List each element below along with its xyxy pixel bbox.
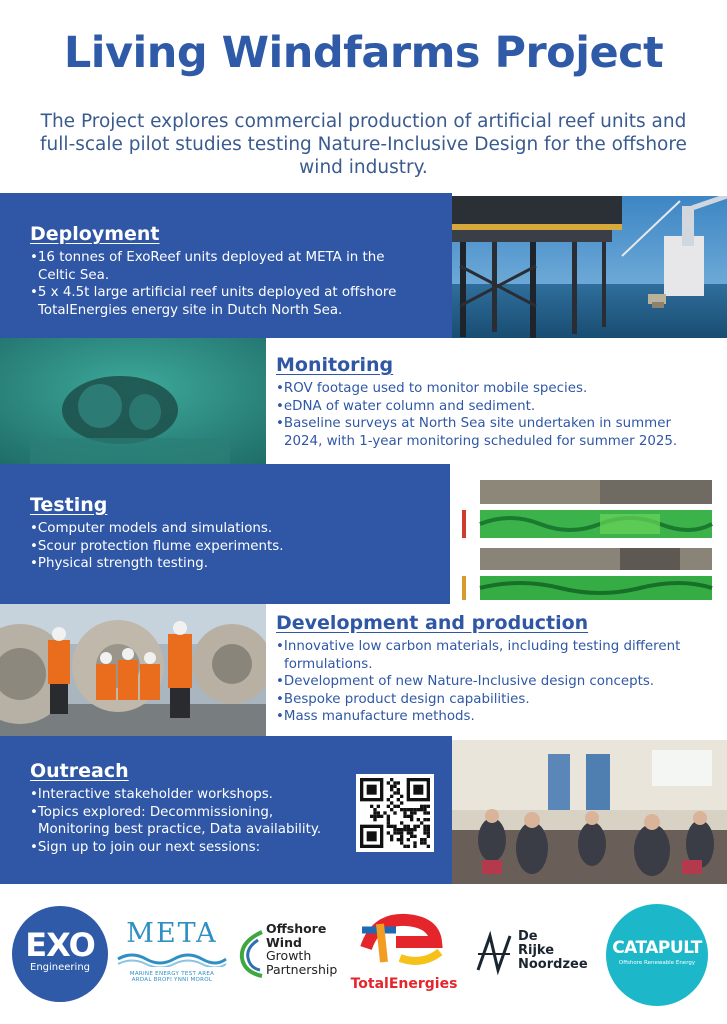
catapult-logo-sub: Offshore Renewable Energy: [618, 960, 696, 966]
list-item: •5 x 4.5t large artificial reef units deployed at offshore: [30, 285, 397, 300]
owgp-line4: Partnership: [266, 961, 338, 977]
list-item: •Topics explored: Decommissioning,: [30, 804, 274, 820]
list-item: Monitoring best practice, Data availability.: [38, 822, 322, 837]
list-item: •ROV footage used to monitor mobile species.: [276, 381, 588, 396]
derijke-line2: Rijke: [518, 943, 555, 958]
list-item: •Development of new Nature-Inclusive design concepts.: [276, 674, 655, 689]
qr-code-icon: [360, 778, 430, 848]
underwater-reef-photo: [0, 338, 266, 464]
testing-band: [0, 464, 450, 604]
list-item: •Innovative low carbon materials, including testing different: [276, 639, 681, 654]
derijke-line1: De: [518, 929, 538, 944]
list-item: Celtic Sea.: [38, 267, 110, 283]
owgp-line2: Wind: [266, 934, 302, 950]
list-item: •16 tonnes of ExoReef units deployed at META in the: [30, 250, 385, 265]
totalenergies-text: TotalEnergies: [350, 976, 458, 992]
derijke-wave-icon: [474, 930, 514, 976]
partner-logos: [0, 898, 727, 1024]
meta-logo-sub2: ARDAL BROFI YNNI MOROL: [131, 977, 213, 983]
deployment-heading: Deployment: [30, 223, 160, 245]
catapult-logo: [606, 904, 708, 1006]
derijkenoordzee-logo: [474, 928, 594, 984]
list-item: •Baseline surveys at North Sea site undertaken in summer: [276, 416, 671, 431]
meta-logo: [116, 918, 228, 998]
list-item: •Mass manufacture methods.: [276, 709, 475, 724]
offshore-platform-photo: [452, 196, 727, 343]
testing-heading: Testing: [30, 494, 108, 516]
list-item: •Scour protection flume experiments.: [30, 538, 284, 554]
list-item: •Interactive stakeholder workshops.: [30, 787, 273, 802]
exo-engineering-logo: [12, 906, 108, 1002]
list-item: •Computer models and simulations.: [30, 521, 273, 536]
list-item: •eDNA of water column and sediment.: [276, 398, 536, 414]
meta-logo-text: META: [126, 918, 218, 949]
totalenergies-mark-icon: [356, 908, 452, 970]
derijke-line3: Noordzee: [518, 957, 588, 972]
page-subtitle: The Project explores commercial production of artificial reef units and full-scale pilot studies testing Nature-Inclusive Design for the offshore wind industry.: [40, 111, 687, 178]
monitoring-panel: [266, 338, 727, 464]
list-item: 2024, with 1-year monitoring scheduled for summer 2025.: [284, 433, 678, 449]
outreach-heading: Outreach: [30, 760, 129, 782]
exo-logo-sub: Engineering: [30, 962, 90, 973]
list-item: formulations.: [284, 656, 373, 672]
totalenergies-logo: [348, 908, 460, 998]
owgp-logo: [236, 922, 348, 992]
owgp-swoosh-icon: [236, 928, 266, 980]
simulation-strips-image: [450, 472, 727, 604]
owgp-line3: Growth: [266, 948, 312, 963]
list-item: TotalEnergies energy site in Dutch North Sea.: [38, 302, 343, 318]
signup-qr-code[interactable]: [356, 774, 434, 852]
exo-logo-text: EXO: [25, 926, 95, 964]
wave-icon: [116, 949, 228, 967]
list-item: •Physical strength testing.: [30, 556, 208, 571]
list-item: •Sign up to join our next sessions:: [30, 839, 261, 855]
development-heading: Development and production: [276, 612, 589, 634]
workshop-photo: [452, 740, 727, 884]
team-photo: [0, 604, 266, 736]
deployment-band: [0, 193, 452, 345]
owgp-line1: Offshore: [266, 921, 327, 936]
list-item: •Bespoke product design capabilities.: [276, 691, 530, 707]
catapult-logo-text: CATAPULT: [612, 938, 702, 958]
page-title: Living Windfarms Project: [63, 28, 664, 78]
meta-logo-sub: MARINE ENERGY TEST AREA: [129, 971, 215, 977]
development-panel: [266, 604, 727, 736]
monitoring-heading: Monitoring: [276, 354, 394, 376]
